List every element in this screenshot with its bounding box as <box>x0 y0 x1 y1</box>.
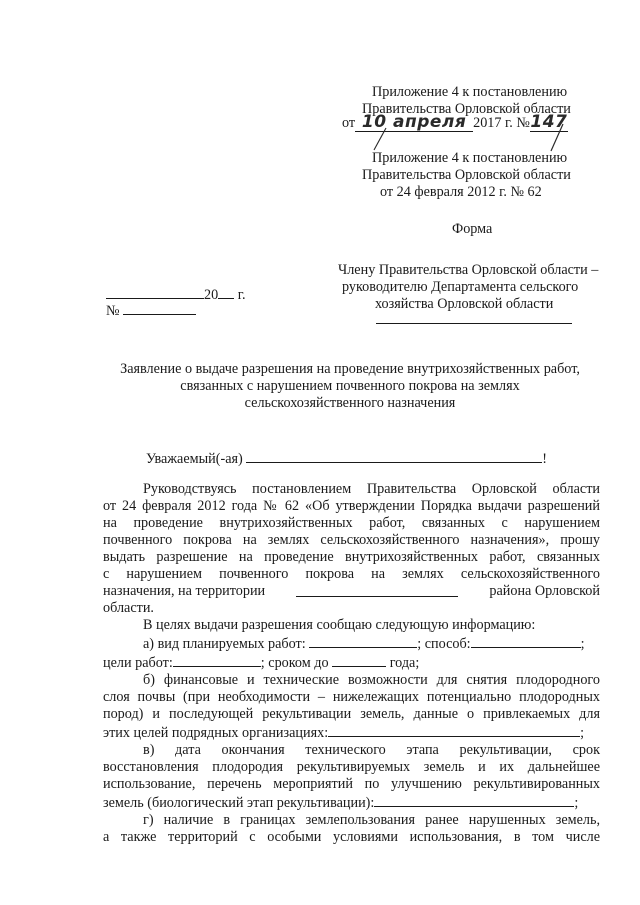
item-b-line: б) финансовые и технические возможности для снятия плодородного <box>143 672 600 688</box>
goals-term: ; сроком до <box>260 655 329 671</box>
goals-prefix: цели работ: <box>103 655 173 671</box>
item-a-method: ; способ: <box>417 636 471 652</box>
annex-year-number: 2017 г. № <box>473 115 530 131</box>
number-blank <box>123 301 196 315</box>
greeting-end: ! <box>542 451 548 467</box>
item-v-last-text: земель (биологический этап рекультивации): <box>103 795 375 811</box>
territory-suffix: района Орловской <box>489 583 600 599</box>
item-b-blank <box>328 723 580 737</box>
item-v-line: в) дата окончания технического этапа рекультивации, срок <box>143 742 600 758</box>
addressee-line-3: хозяйства Орловской области <box>375 296 554 312</box>
body-p1-last: области. <box>103 600 154 616</box>
handwritten-number: 147 <box>530 112 568 132</box>
number-label: № <box>106 303 120 319</box>
item-a-end: ; <box>580 636 585 652</box>
addressee-line-1: Члену Правительства Орловской области – <box>338 262 599 278</box>
item-v-last <box>103 793 600 812</box>
item-b-last <box>103 723 600 742</box>
form-label: Форма <box>452 221 493 237</box>
title-line-2: связанных с нарушением почвенного покрова на землях <box>180 378 520 394</box>
item-v-line: восстановления плодородия рекультивируемых земель и их дальнейшее <box>103 759 600 775</box>
date-suffix: г. <box>237 287 246 303</box>
body-p1-line: с нарушением почвенного покрова на землях сельскохозяйственного <box>103 566 600 582</box>
item-b-line: пород) и последующей рекультивации земель, данные о привлекаемых для <box>103 706 600 722</box>
greeting-name-blank <box>246 449 542 463</box>
item-g-line: г) наличие в границах землепользования ранее нарушенных земель, <box>143 812 600 828</box>
territory-blank <box>296 583 458 597</box>
date-year: 20 <box>204 287 219 303</box>
goals-blank <box>173 653 261 667</box>
goals-end: года; <box>389 655 420 671</box>
body-p1-line: выдать разрешение на проведение внутрихозяйственных работ, связанных <box>103 549 600 565</box>
item-v-end: ; <box>574 795 579 811</box>
item-b-end: ; <box>580 725 585 741</box>
body-p1-line: на проведение внутрихозяйственных работ, связанных с нарушением <box>103 515 600 531</box>
annex2-line-1: Приложение 4 к постановлению <box>372 150 568 166</box>
item-a-line <box>103 634 600 653</box>
territory-prefix: назначения, на территории <box>103 583 266 599</box>
goals-line <box>103 653 600 672</box>
item-v-line: использование, перечень мероприятий по улучшению рекультивированных <box>103 776 600 792</box>
date-day-blank <box>106 285 204 299</box>
annex-header-line-1: Приложение 4 к постановлению <box>372 84 568 100</box>
body-p1-line: от 24 февраля 2012 года № 62 «Об утверждении Порядка выдачи разрешений <box>103 498 600 514</box>
greeting <box>146 449 547 468</box>
title-line-3: сельскохозяйственного назначения <box>244 395 456 411</box>
item-a-prefix: а) вид планируемых работ: <box>143 636 306 652</box>
from-prefix: от <box>342 115 356 131</box>
addressee-line-2: руководителю Департамента сельского <box>342 279 579 295</box>
greeting-text: Уважаемый(-ая) <box>146 451 243 467</box>
date-year-blank <box>218 285 234 299</box>
body-p2: В целях выдачи разрешения сообщаю следующую информацию: <box>143 617 536 633</box>
item-b-last-text: этих целей подрядных организациях: <box>103 725 329 741</box>
annex2-line-3: от 24 февраля 2012 г. № 62 <box>380 184 542 200</box>
handwritten-stroke-icon <box>543 118 583 154</box>
item-a-method-blank <box>471 634 581 648</box>
title-line-1: Заявление о выдаче разрешения на проведение внутрихозяйственных работ, <box>120 361 580 377</box>
item-v-blank <box>374 793 574 807</box>
annex-header-line-2: Правительства Орловской области <box>362 101 571 117</box>
item-b-line: слоя почвы (при необходимости – нижележащих потенциально плодородных <box>103 689 600 705</box>
body-territory-line <box>103 583 600 600</box>
item-g-line: а также территорий с особыми условиями использования, в том числе <box>103 829 600 845</box>
goals-term-blank <box>332 653 386 667</box>
item-a-type-blank <box>309 634 417 648</box>
body-text <box>103 481 600 846</box>
number-field <box>106 301 196 320</box>
document-title <box>90 361 610 412</box>
addressee-signature-line <box>376 323 572 324</box>
body-p1-line: почвенного покрова на землях сельскохозяйственного назначения», прошу <box>103 532 600 548</box>
body-p1-line: Руководствуясь постановлением Правительства Орловской области <box>143 481 600 497</box>
annex2-line-2: Правительства Орловской области <box>362 167 571 183</box>
handwritten-date: 10 апреля <box>355 114 473 132</box>
